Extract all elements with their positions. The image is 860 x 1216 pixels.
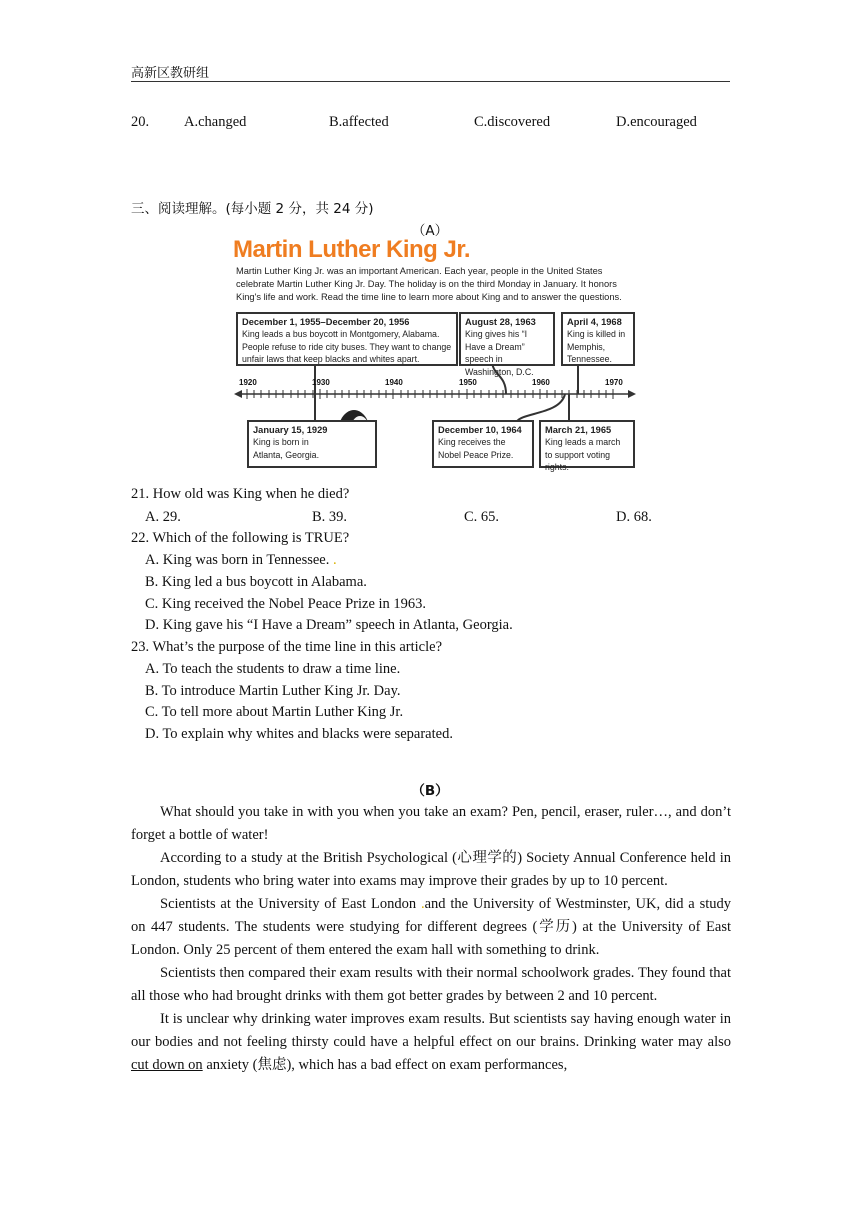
question-23: 23. What’s the purpose of the time line in this article? (131, 639, 442, 655)
q21-option-c: C. 65. (464, 509, 500, 525)
mark-dot-icon: . (333, 552, 337, 568)
q21-option-d: D. 68. (616, 509, 652, 525)
question-21: 21. How old was King when he died? (131, 486, 350, 502)
underlined-phrase: cut down on (131, 1057, 203, 1073)
page-header: 高新区教研组 (131, 66, 210, 81)
q22-option-b: B. King led a bus boycott in Alabama. (145, 574, 367, 590)
event-box-killed (561, 312, 635, 366)
header-divider (131, 81, 730, 82)
option-b: B.affected (329, 114, 389, 130)
event-box-born (247, 420, 377, 468)
option-d: D.encouraged (616, 114, 697, 130)
timeline-year-1930: 1930 (312, 378, 330, 387)
timeline-title: Martin Luther King Jr. (233, 236, 471, 263)
event-box-march (539, 420, 635, 473)
q23-option-a: A. To teach the students to draw a time line. (145, 661, 401, 677)
event-text: King is killed in Memphis, Tennessee. (567, 329, 626, 365)
q22-option-c: C. King received the Nobel Peace Prize in 1963. (145, 596, 427, 612)
q23-option-c: C. To tell more about Martin Luther King Jr. (145, 704, 404, 720)
passage-b (131, 801, 731, 1077)
question-number: 20. (131, 114, 150, 130)
event-text: King gives his “I Have a Dream” speech in Washington, D.C. (465, 329, 534, 377)
event-date: January 15, 1929 (253, 425, 328, 435)
event-date: March 21, 1965 (545, 425, 612, 435)
q23-option-b: B. To introduce Martin Luther King Jr. Day. (145, 683, 401, 699)
q21-option-b: B. 39. (312, 509, 348, 525)
q22-option-a-line (145, 552, 337, 569)
question-20-options (131, 114, 731, 134)
event-date: December 10, 1964 (438, 425, 522, 435)
question-22: 22. Which of the following is TRUE? (131, 530, 350, 546)
q22-option-a: A. King was born in Tennessee. (145, 552, 330, 568)
timeline-year-1950: 1950 (459, 378, 477, 387)
paragraph-2: According to a study at the British Psychological (心理学的) Society Annual Conference held in London, students who bring water into exams may improve their grades by up to 10 percent. (131, 850, 731, 889)
timeline-intro: Martin Luther King Jr. was an important American. Each year, people in the United States celebrate Martin Luther King Jr. Day. The holiday is on the third Monday in January. It honors King's life and work. Read the time line to learn more about King and to answer the questions. (236, 266, 622, 302)
timeline-year-1970: 1970 (605, 378, 623, 387)
event-box-bus-boycott (236, 312, 458, 366)
paragraph-3-end: and the University of Westminster, UK, did a study on 447 students. The students were studying for different degrees (学历) at the University of East London. Only 25 percent of them entered the exam hall with something to drink. (131, 896, 731, 958)
event-date: December 1, 1955–December 20, 1956 (242, 317, 410, 327)
mark-dot-icon: . (420, 896, 425, 912)
event-date: August 28, 1963 (465, 317, 536, 327)
option-a: A.changed (184, 114, 247, 130)
timeline-year-1940: 1940 (385, 378, 403, 387)
paragraph-3 (131, 893, 731, 962)
event-text: King leads a bus boycott in Montgomery, Alabama. People refuse to ride city buses. They want to change unfair laws that keep blacks and whites apart. (242, 329, 452, 365)
paragraph-1: What should you take in with you when you take an exam? Pen, pencil, eraser, ruler…, and don’t forget a bottle of water! (131, 804, 731, 843)
section-title: 三、阅读理解。(每小题 2 分，共 24 分) (131, 201, 374, 217)
timeline-year-1920: 1920 (239, 378, 257, 387)
part-a-label: （A） (411, 223, 449, 239)
event-date: April 4, 1968 (567, 317, 622, 327)
timeline-figure (230, 236, 640, 472)
event-text: King leads a march to support voting rights. (545, 437, 621, 473)
event-text: King is born in Atlanta, Georgia. (253, 437, 320, 460)
part-b-label: （B） (411, 783, 449, 799)
paragraph-5 (131, 1008, 731, 1077)
q21-option-a: A. 29. (145, 509, 181, 525)
paragraph-5-start: It is unclear why drinking water improves exam results. But scientists say having enough water in our bodies and not feeling thirsty could have a helpful effect on our brains. Drinking water may also (131, 1011, 731, 1050)
event-box-dream-speech (459, 312, 555, 377)
timeline-year-1960: 1960 (532, 378, 550, 387)
event-text: King receives the Nobel Peace Prize. (438, 437, 514, 460)
option-c: C.discovered (474, 114, 551, 130)
event-box-nobel-prize (432, 420, 534, 468)
paragraph-5-end: anxiety (焦虑), which has a bad effect on exam performances, (202, 1057, 568, 1073)
q23-option-d: D. To explain why whites and blacks were separated. (145, 726, 453, 742)
q22-option-d: D. King gave his “I Have a Dream” speech in Atlanta, Georgia. (145, 617, 513, 633)
paragraph-4: Scientists then compared their exam results with their normal schoolwork grades. They found that all those who had brought drinks with them got better grades by between 2 and 10 percent. (131, 965, 731, 1004)
paragraph-3-start: Scientists at the University of East London (160, 896, 421, 912)
